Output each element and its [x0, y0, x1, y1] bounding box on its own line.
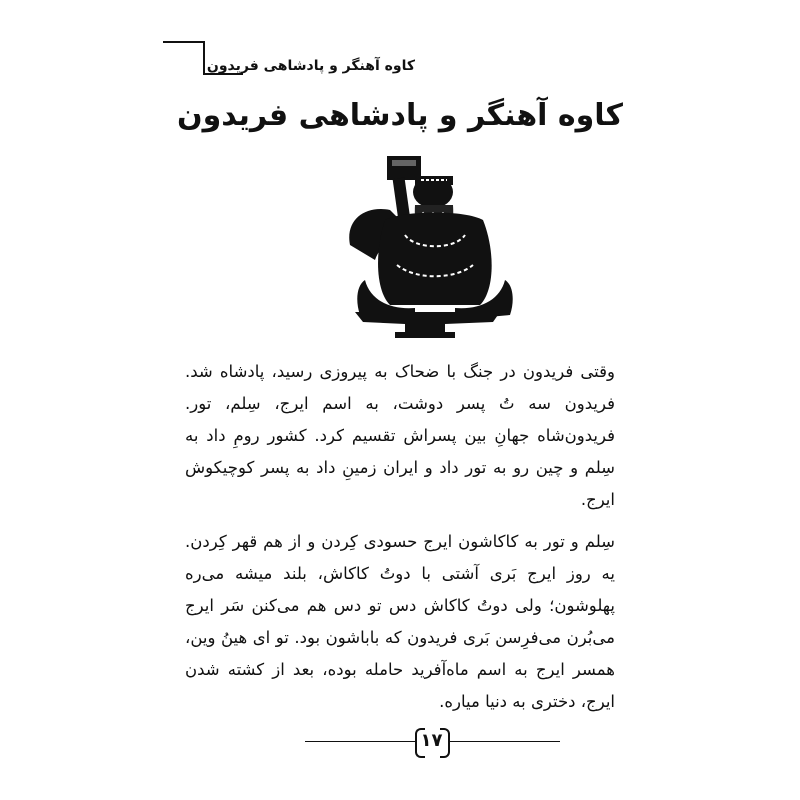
blacksmith-illustration	[335, 150, 515, 340]
blacksmith-icon	[335, 150, 515, 340]
running-head-title: کاوه آهنگر و پادشاهی فریدون	[206, 58, 415, 74]
paragraph-2: سِلم و تور به کاکاشون ایرج حسودی کِردن و از هم قهر کِردن. یه روز ایرج بَری آشتی با دوتُ کاکاش، بلند میشه می‌ره پهلوشون؛ ولی دوتُ کاکاش دس تو دس هم می‌کنن سَر ایرج می‌بُرن می‌فرِسن بَری فریدون که باباشون بود. تو ای هینُ وین، همسر ایرج به اسم ماه‌آفرید حامله بوده، بعد از کشته شدن ایرج، دختری به دنیا میاره.	[185, 532, 615, 711]
body-text	[185, 356, 615, 728]
chapter-title: کاوه آهنگر و پادشاهی فریدون	[177, 98, 623, 133]
paragraph-1: وقتی فریدون در جنگ با ضحاک به پیروزی رسید، پادشاه شد. فریدون سه تُ پسر دوشت، به اسم ایرج، سِلم، تور. فریدون‌شاه جهانِ بین پسراش تقسیم کرد. کشور رومِ داد به سِلم و چین رو به تور داد و ایران زمینِ داد به پسر کوچیکوش ایرج.	[185, 362, 615, 509]
footer-rule-right	[448, 741, 560, 742]
running-head-rule-vertical	[203, 41, 205, 73]
page-number-bracket-right	[440, 728, 450, 758]
running-head-rule-top	[163, 41, 205, 43]
page-number: ۱۷	[420, 730, 443, 751]
footer-rule-left	[305, 741, 415, 742]
